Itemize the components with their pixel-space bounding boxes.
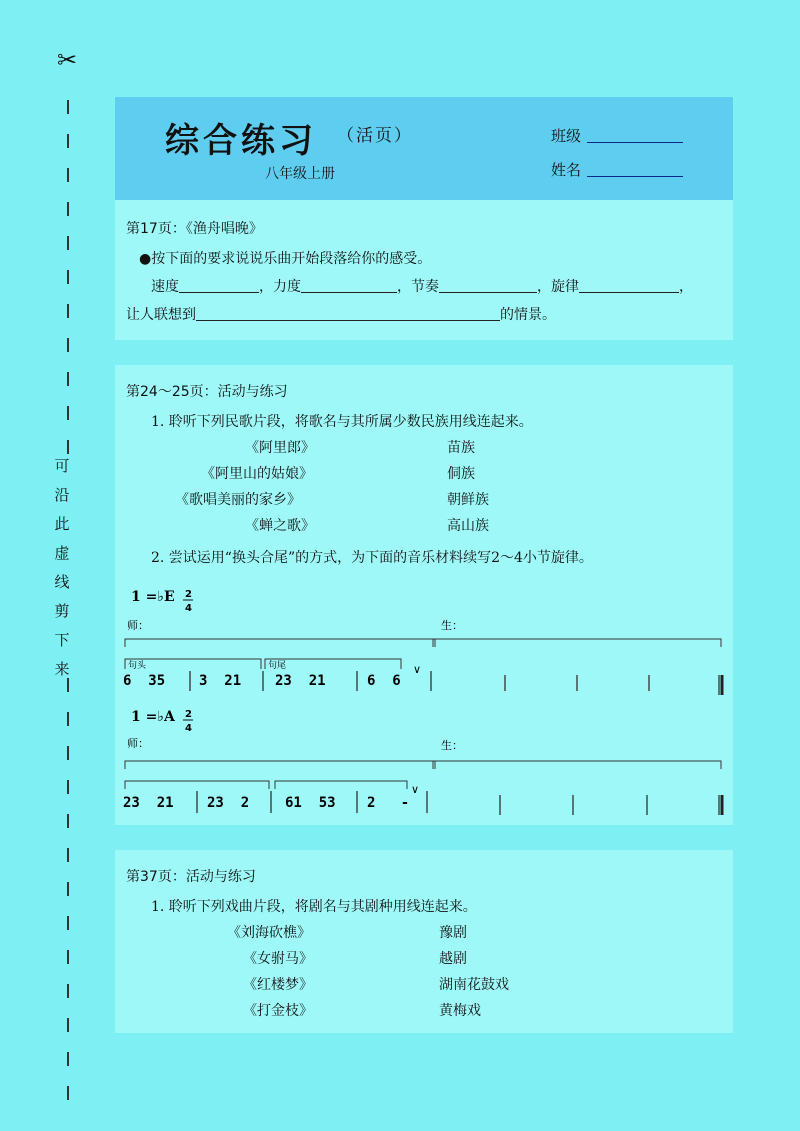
cut-dash — [67, 202, 69, 216]
cut-dash — [67, 746, 69, 760]
ethnic-item[interactable]: 朝鲜族 — [447, 492, 489, 508]
section-24-25 — [115, 365, 733, 825]
barlines — [197, 791, 719, 815]
question-1: 1. 聆听下列民歌片段，将歌名与其所属少数民族用线连起来。 — [151, 414, 533, 430]
genre-item[interactable]: 豫剧 — [439, 925, 467, 941]
cut-dash — [67, 134, 69, 148]
comma: ， — [679, 279, 693, 295]
rhythm-blank[interactable] — [439, 292, 537, 293]
melody-label: ，旋律 — [537, 279, 579, 295]
play-item[interactable]: 《女驸马》 — [243, 951, 313, 967]
speed-blank[interactable] — [179, 292, 259, 293]
genre-item[interactable]: 黄梅戏 — [439, 1003, 481, 1019]
class-field[interactable] — [551, 125, 683, 146]
name-label: 姓名 — [551, 161, 582, 179]
key-signature: 1 =♭A — [131, 709, 175, 725]
scissor-icon: ✂ — [57, 46, 78, 74]
cut-instruction — [52, 452, 72, 684]
cut-char: 可 — [54, 457, 70, 475]
teacher-bracket — [125, 761, 435, 769]
rhythm-label: ，节奏 — [397, 279, 439, 295]
measure: 23 2 — [207, 795, 250, 811]
genre-item[interactable]: 湖南花鼓戏 — [439, 977, 509, 993]
cut-dash — [67, 848, 69, 862]
cut-dash — [67, 1086, 69, 1100]
play-item[interactable]: 《刘海砍樵》 — [227, 925, 311, 941]
student-bracket — [433, 761, 721, 769]
melody-notation — [115, 575, 733, 825]
speed-label: 速度 — [151, 279, 179, 295]
play-item[interactable]: 《打金枝》 — [243, 1003, 313, 1019]
cut-dash — [67, 984, 69, 998]
head-bracket — [125, 781, 269, 789]
cut-dash — [67, 338, 69, 352]
strength-label: ，力度 — [259, 279, 301, 295]
cut-dash — [67, 304, 69, 318]
song-item[interactable]: 《蝉之歌》 — [245, 518, 315, 534]
cut-dash — [67, 950, 69, 964]
head-label: 句头 — [128, 661, 147, 671]
section-37 — [115, 850, 733, 1033]
measure: 61 53 — [285, 795, 336, 811]
ethnic-item[interactable]: 苗族 — [447, 440, 475, 456]
play-item[interactable]: 《红楼梦》 — [243, 977, 313, 993]
time-numerator: 2 — [185, 589, 192, 600]
time-denominator: 4 — [185, 603, 192, 614]
cut-dash — [67, 406, 69, 420]
feeling-line — [151, 276, 693, 296]
cut-dash — [67, 712, 69, 726]
song-item[interactable]: 《阿里山的姑娘》 — [201, 466, 313, 482]
cut-dash — [67, 1052, 69, 1066]
cut-char: 此 — [54, 515, 70, 533]
ethnic-item[interactable]: 侗族 — [447, 466, 475, 482]
cut-dash — [67, 1018, 69, 1032]
cut-dash — [67, 916, 69, 930]
melody-blank[interactable] — [579, 292, 679, 293]
cut-char: 沿 — [54, 486, 70, 504]
page-title: 综合练习 — [165, 121, 317, 161]
section-17 — [115, 200, 733, 340]
measure: 2 - — [367, 795, 410, 811]
measure: 23 21 — [275, 673, 326, 689]
teacher-label: 师： — [127, 619, 149, 632]
imagine-line — [126, 304, 556, 324]
tail-bracket — [275, 781, 407, 789]
song-item[interactable]: 《阿里郎》 — [245, 440, 315, 456]
cut-dash — [67, 270, 69, 284]
scene-label: 的情景。 — [500, 307, 556, 323]
cut-dash — [67, 100, 69, 114]
ethnic-item[interactable]: 高山族 — [447, 518, 489, 534]
genre-item[interactable]: 越剧 — [439, 951, 467, 967]
measure: 6 35 — [123, 673, 166, 689]
cut-char: 虚 — [54, 544, 70, 562]
measure: 23 21 — [123, 795, 174, 811]
tail-label: 句尾 — [268, 661, 287, 671]
imagine-label: 让人联想到 — [126, 307, 196, 323]
barlines — [190, 671, 719, 695]
student-label: 生： — [441, 739, 463, 752]
cut-dash — [67, 882, 69, 896]
breath-mark: ∨ — [411, 783, 420, 796]
page-subtitle: （活页） — [337, 126, 413, 146]
imagine-blank[interactable] — [196, 320, 500, 321]
teacher-bracket — [125, 639, 435, 647]
question-1: 1. 聆听下列戏曲片段，将剧名与其剧种用线连起来。 — [151, 899, 477, 915]
measure: 6 6 — [367, 673, 401, 689]
cut-char: 剪 — [54, 602, 70, 620]
teacher-label: 师： — [127, 737, 149, 750]
time-numerator: 2 — [185, 709, 192, 720]
student-bracket — [433, 639, 721, 647]
key-signature: 1 =♭E — [131, 589, 175, 605]
cut-dash — [67, 814, 69, 828]
cut-dash — [67, 236, 69, 250]
question-prompt: ●按下面的要求说说乐曲开始段落给你的感受。 — [139, 251, 432, 267]
question-2: 2. 尝试运用“换头合尾”的方式，为下面的音乐材料续写2～4小节旋律。 — [151, 550, 593, 566]
cut-dash — [67, 372, 69, 386]
song-item[interactable]: 《歌唱美丽的家乡》 — [175, 492, 301, 508]
cut-dash — [67, 168, 69, 182]
section-title: 第17页：《渔舟唱晚》 — [126, 221, 263, 237]
measure: 3 21 — [199, 673, 242, 689]
section-title: 第24～25页：活动与练习 — [126, 384, 288, 400]
grade-label: 八年级上册 — [265, 166, 335, 182]
cut-dash — [67, 780, 69, 794]
student-label: 生： — [441, 619, 463, 632]
name-field[interactable] — [551, 159, 683, 180]
cut-char: 线 — [54, 573, 70, 591]
time-denominator: 4 — [185, 723, 192, 734]
cut-char: 下 — [54, 631, 70, 649]
breath-mark: ∨ — [413, 663, 422, 676]
class-label: 班级 — [551, 127, 582, 145]
worksheet-header — [115, 97, 733, 200]
section-title: 第37页：活动与练习 — [126, 869, 256, 885]
strength-blank[interactable] — [301, 292, 397, 293]
cut-char: 来 — [54, 660, 70, 678]
